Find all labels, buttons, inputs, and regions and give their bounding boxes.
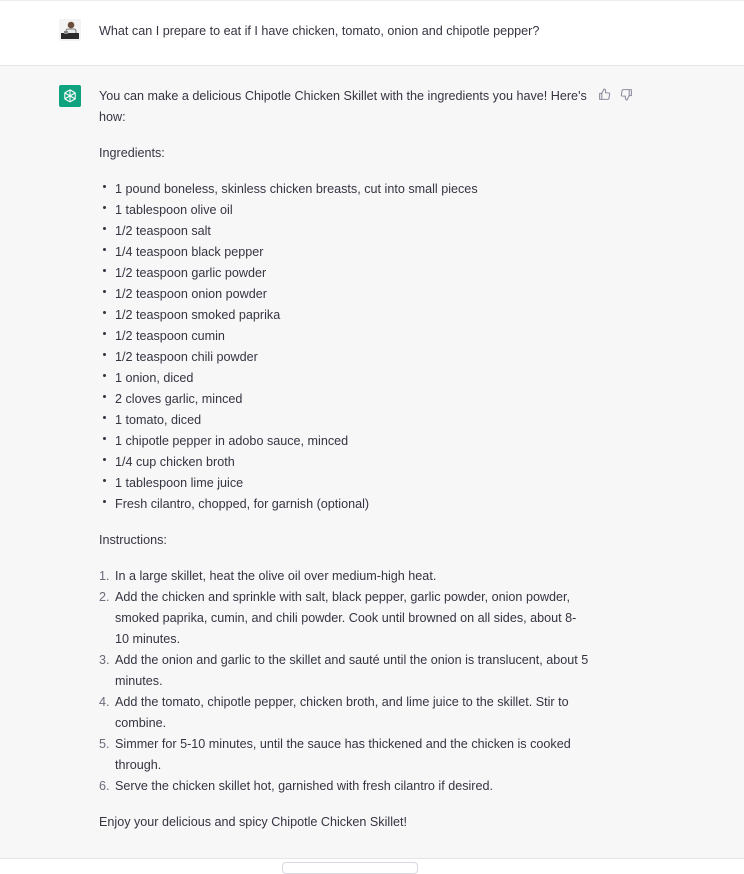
openai-logo-icon (59, 85, 81, 107)
ingredient-item: 1 chipotle pepper in adobo sauce, minced (99, 431, 589, 452)
outro-text: Enjoy your delicious and spicy Chipotle Chicken Skillet! (99, 815, 407, 829)
instruction-step (99, 734, 589, 776)
ingredient-item: 1/2 teaspoon chili powder (99, 347, 589, 368)
step-number: 3. (99, 653, 110, 667)
ingredient-item: 1 onion, diced (99, 368, 589, 389)
instructions-list (99, 566, 589, 797)
thumbs-down-icon[interactable] (619, 87, 633, 101)
ingredient-item: 1/2 teaspoon smoked paprika (99, 305, 589, 326)
user-avatar-icon (59, 19, 81, 41)
ingredient-item: 1/4 teaspoon black pepper (99, 242, 589, 263)
ingredient-item: 1 tablespoon lime juice (99, 473, 589, 494)
assistant-message-content (99, 86, 589, 833)
step-text: Simmer for 5-10 minutes, until the sauce has thickened and the chicken is cooked through. (115, 737, 571, 772)
ingredient-item: 1/2 teaspoon onion powder (99, 284, 589, 305)
ingredients-heading: Ingredients: (99, 146, 165, 160)
step-number: 2. (99, 590, 110, 604)
thumbs-up-icon[interactable] (597, 87, 611, 101)
ingredient-item: 1/4 cup chicken broth (99, 452, 589, 473)
user-message-row (0, 0, 744, 66)
assistant-message-row (0, 66, 744, 859)
step-text: Serve the chicken skillet hot, garnished with fresh cilantro if desired. (115, 779, 493, 793)
step-number: 4. (99, 695, 110, 709)
user-message-text: What can I prepare to eat if I have chicken, tomato, onion and chipotle pepper? (99, 24, 540, 38)
ingredient-item: 1 tablespoon olive oil (99, 200, 589, 221)
intro-text: You can make a delicious Chipotle Chicken Skillet with the ingredients you have! Here's how: (99, 89, 587, 124)
instruction-step (99, 566, 589, 587)
instruction-step (99, 650, 589, 692)
step-text: Add the tomato, chipotle pepper, chicken broth, and lime juice to the skillet. Stir to combine. (115, 695, 569, 730)
ingredient-item: 2 cloves garlic, minced (99, 389, 589, 410)
step-text: In a large skillet, heat the olive oil over medium-high heat. (115, 569, 437, 583)
step-number: 5. (99, 737, 110, 751)
ingredient-item: 1/2 teaspoon salt (99, 221, 589, 242)
ingredient-item: 1 pound boneless, skinless chicken breasts, cut into small pieces (99, 179, 589, 200)
ingredient-item: Fresh cilantro, chopped, for garnish (optional) (99, 494, 589, 515)
ingredients-list (99, 179, 589, 515)
instructions-heading: Instructions: (99, 533, 167, 547)
step-number: 6. (99, 779, 110, 793)
step-text: Add the chicken and sprinkle with salt, black pepper, garlic powder, onion powder, smoked paprika, cumin, and chili powder. Cook until browned on all sides, about 8-10 minutes. (115, 590, 577, 646)
instruction-step (99, 587, 589, 650)
step-number: 1. (99, 569, 110, 583)
step-text: Add the onion and garlic to the skillet and sauté until the onion is translucent, about 5 minutes. (115, 653, 589, 688)
ingredient-item: 1 tomato, diced (99, 410, 589, 431)
ingredient-item: 1/2 teaspoon garlic powder (99, 263, 589, 284)
ingredient-item: 1/2 teaspoon cumin (99, 326, 589, 347)
feedback-buttons (597, 87, 633, 101)
regenerate-button-edge[interactable] (282, 862, 418, 874)
instruction-step (99, 776, 589, 797)
instruction-step (99, 692, 589, 734)
